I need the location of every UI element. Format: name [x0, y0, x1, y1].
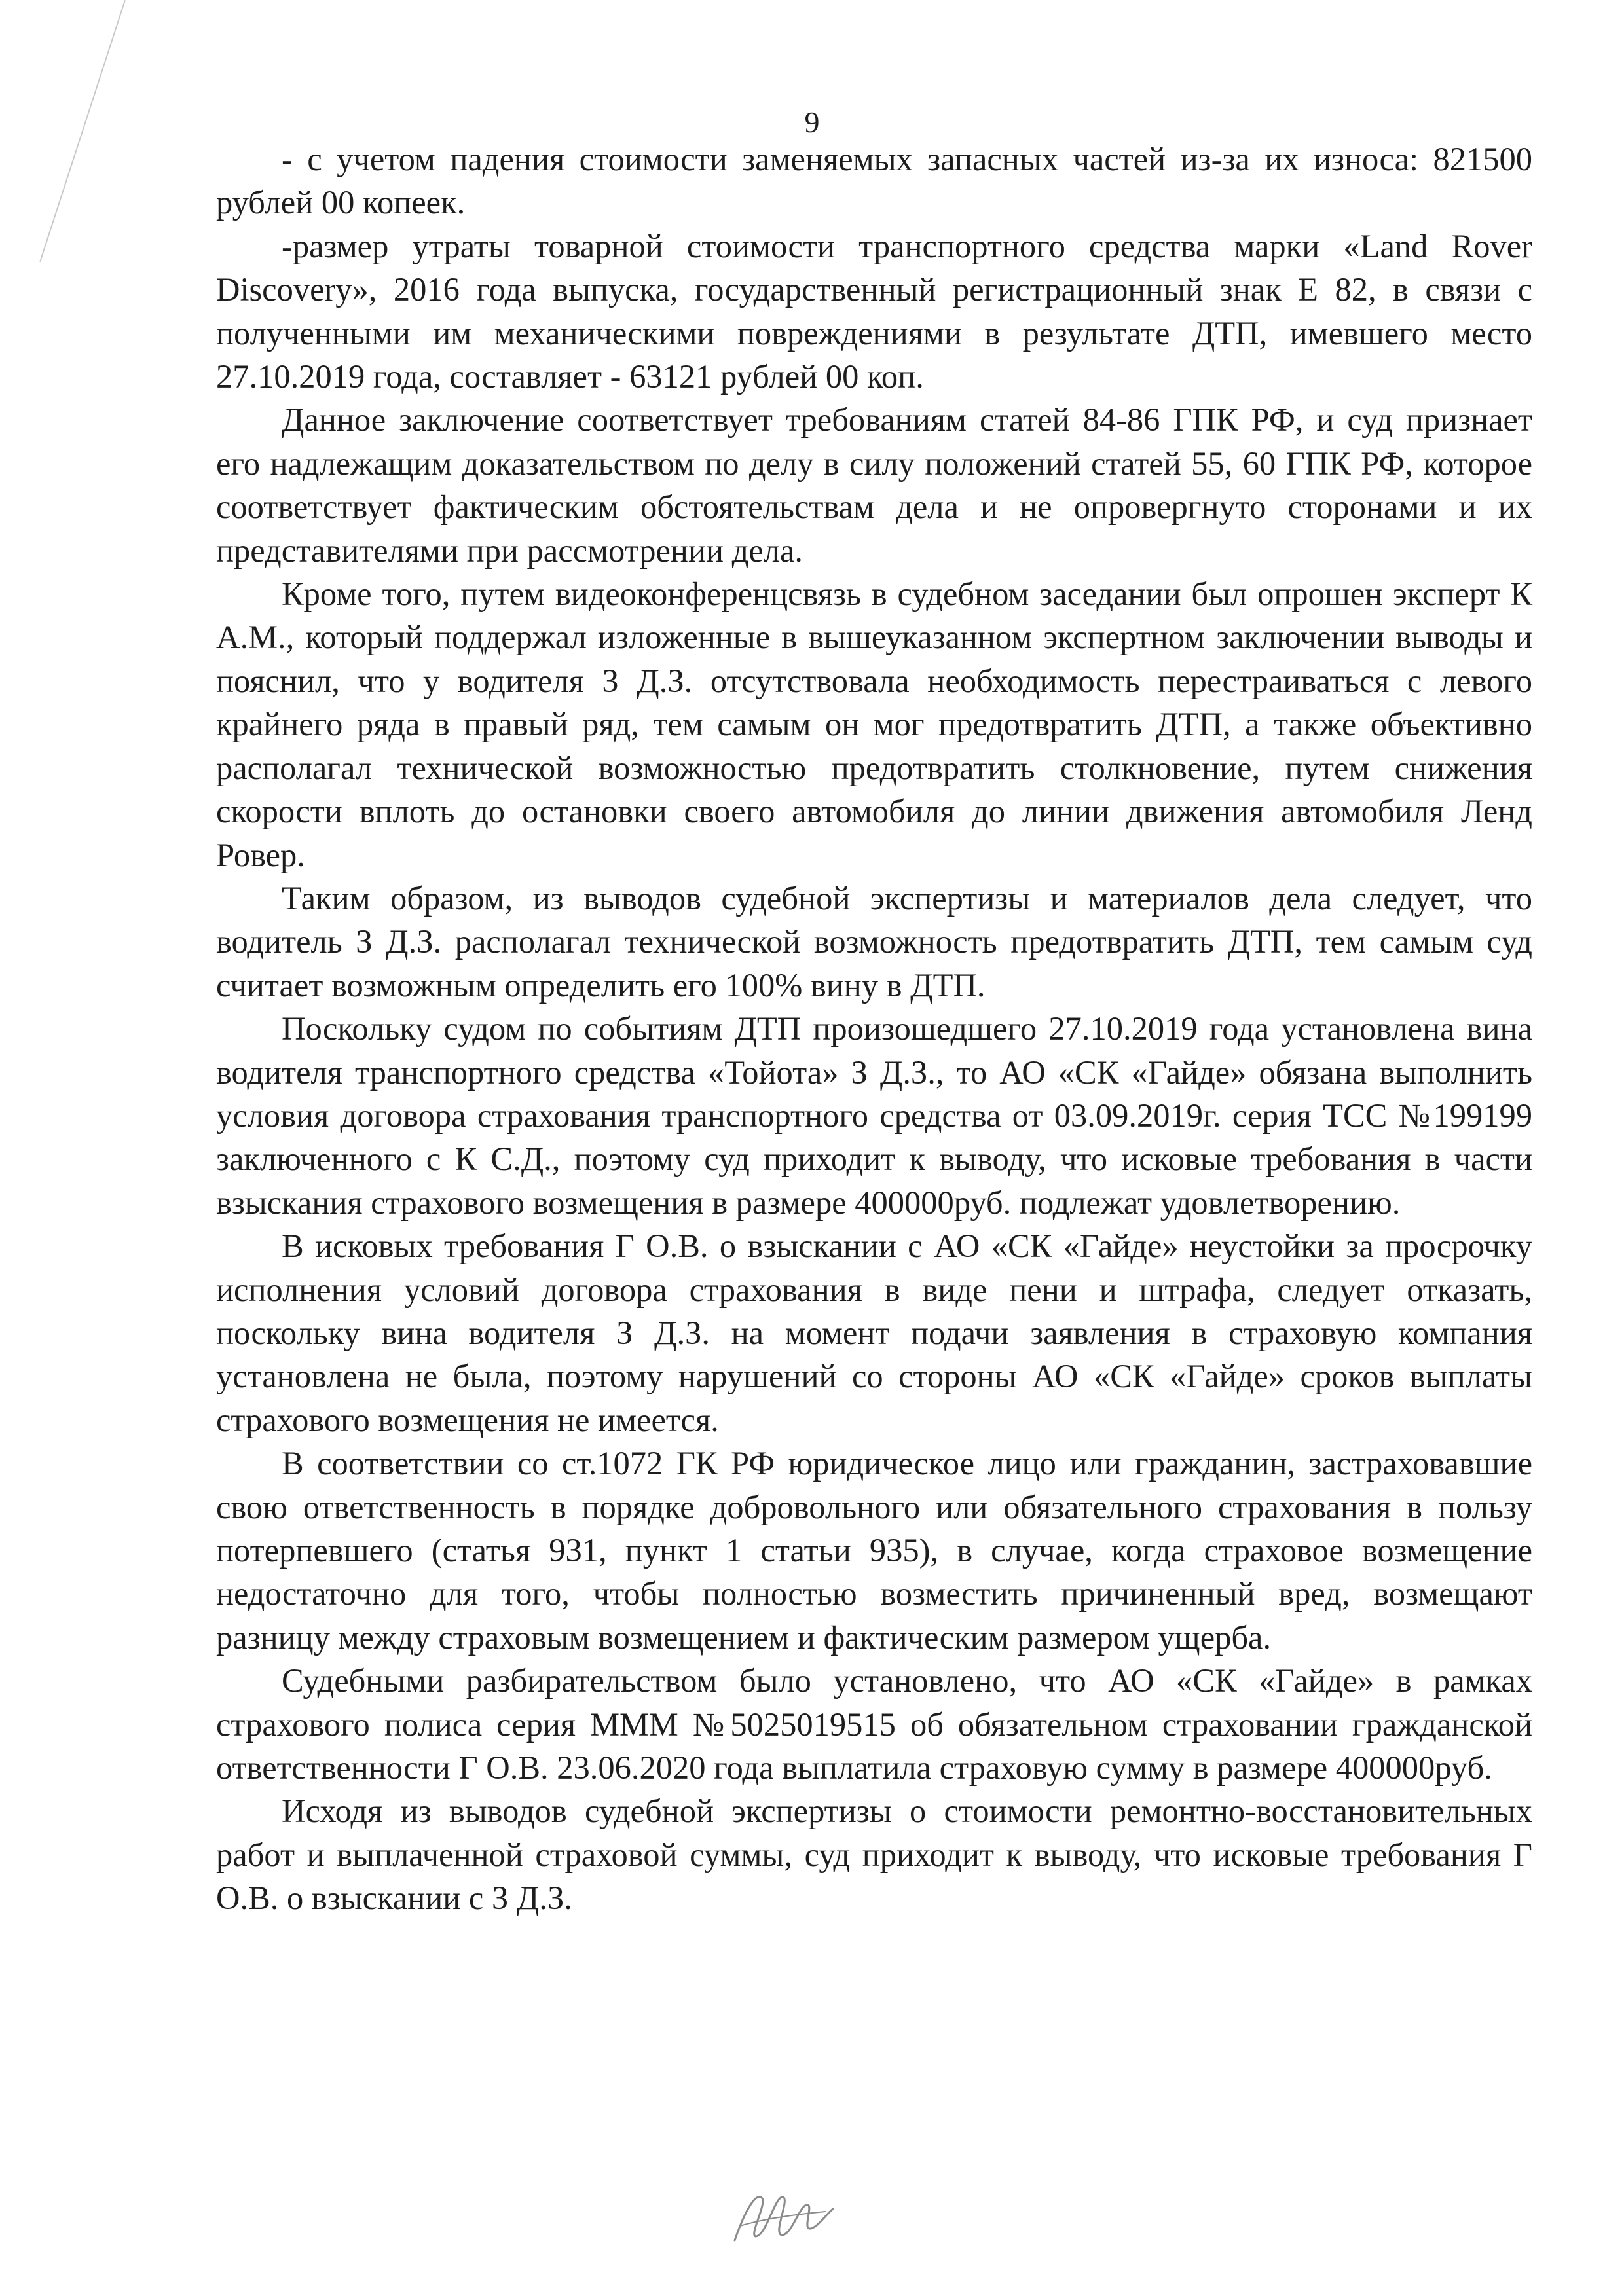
paragraph-depreciation-cost: - с учетом падения стоимости заменяемых запасных частей из-за их износа: 821500 рублей 00 копеек.	[216, 141, 1532, 221]
paragraph-penalty-refusal: В исковых требования Г О.В. о взыскании с АО «СК «Гайде» неустойки за просрочку исполнения условий договора страхования в виде пени и штрафа, следует отказать, поскольку вина водителя З Д.З. на момент подачи заявления в страховую компания установлена не была, поэтому нарушений со стороны АО «СК «Гайде» сроков выплаты страхового возмещения не имеется.	[216, 1228, 1532, 1438]
paragraph-driver-fault: Таким образом, из выводов судебной экспертизы и материалов дела следует, что водитель З Д.З. располагал технической возможность предотвратить ДТП, тем самым суд считает возможным определить его 100% вину в ДТП.	[216, 879, 1532, 1004]
paragraph-civil-code-1072: В соответствии со ст.1072 ГК РФ юридическое лицо или гражданин, застраховавшие свою ответственность в порядке добровольного или обязательного страхования в пользу потерпевшего (статья 931, пункт 1 статьи 935), в случае, когда страховое возмещение недостаточно для того, чтобы полностью возместить причиненный вред, возмещают разницу между страховым возмещением и фактическим размером ущерба.	[216, 1445, 1532, 1656]
handwritten-signature-icon	[727, 2180, 838, 2255]
paragraph-expert-conclusion: Данное заключение соответствует требованиям статей 84-86 ГПК РФ, и суд признает его надлежащим доказательством по делу в силу положений статей 55, 60 ГПК РФ, которое соответствует фактическим обстоятельствам дела и не опровергнуто сторонами и их представителями при рассмотрении дела.	[216, 401, 1532, 569]
paragraph-expert-testimony: Кроме того, путем видеоконференцсвязь в судебном заседании был опрошен эксперт К А.М., который поддержал изложенные в вышеуказанном экспертном заключении выводы и пояснил, что у водителя З Д.З. отсутствовала необходимость перестраиваться с левого крайнего ряда в правый ряд, тем самым он мог предотвратить ДТП, а также объективно располагал технической возможностью предотвратить столкновение, путем снижения скорости вплоть до остановки своего автомобиля до линии движения автомобиля Ленд Ровер.	[216, 575, 1532, 873]
paragraph-conclusion-start: Исходя из выводов судебной экспертизы о стоимости ремонтно-восстановительных работ и выплаченной страховой суммы, суд приходит к выводу, что исковые требования Г О.В. о взыскании с З Д.З.	[216, 1793, 1532, 1917]
document-body	[216, 137, 1532, 1920]
paragraph-insurance-obligation: Поскольку судом по событиям ДТП произошедшего 27.10.2019 года установлена вина водителя транспортного средства «Тойота» З Д.З., то АО «СК «Гайде» обязана выполнить условия договора страхования транспортного средства от 03.09.2019г. серия ТСС №199199 заключенного с К С.Д., поэтому суд приходит к выводу, что исковые требования в части взыскания страхового возмещения в размере 400000руб. подлежат удовлетворению.	[216, 1010, 1532, 1221]
paragraph-market-value-loss: -размер утраты товарной стоимости транспортного средства марки «Land Rover Discovery», 2016 года выпуска, государственный регистрационный знак Е 82, в связи с полученными им механическими повреждениями в результате ДТП, имевшего место 27.10.2019 года, составляет - 63121 рублей 00 коп.	[216, 227, 1532, 395]
page-number: 9	[804, 105, 820, 139]
paragraph-policy-payment: Судебными разбирательством было установлено, что АО «СК «Гайде» в рамках страхового полиса серия МММ №5025019515 об обязательном страховании гражданской ответственности Г О.В. 23.06.2020 года выплатила страховую сумму в размере 400000руб.	[216, 1662, 1532, 1787]
